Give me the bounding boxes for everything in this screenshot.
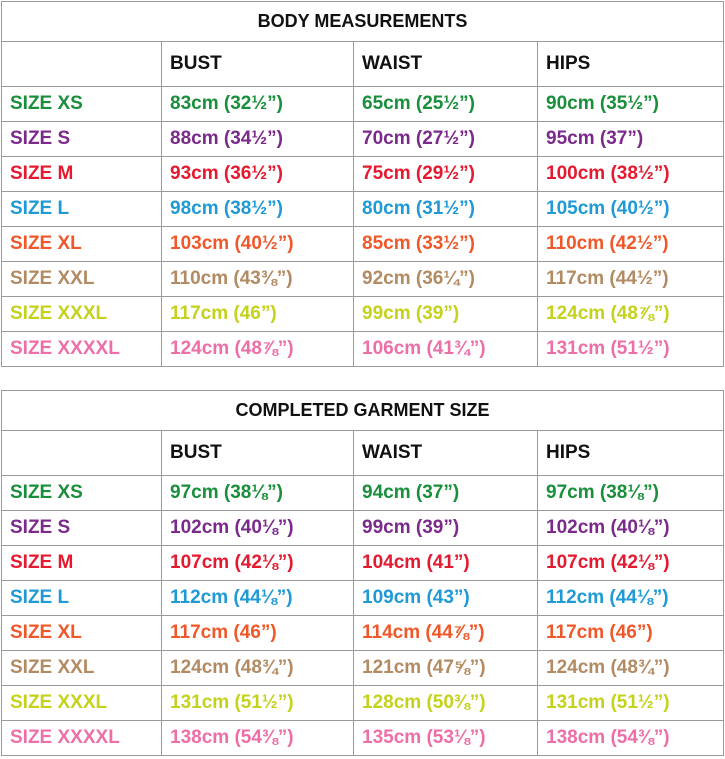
waist-value: 121cm (47⅝”) [354,651,538,686]
hips-value: 90cm (35½”) [538,87,724,122]
header-bust: BUST [162,431,354,476]
waist-value: 128cm (50⅜”) [354,686,538,721]
hips-value: 102cm (40⅛”) [538,511,724,546]
table-row [2,546,724,581]
size-label: SIZE XXXL [2,297,162,332]
table-row [2,476,724,511]
table-row [2,651,724,686]
hips-value: 110cm (42½”) [538,227,724,262]
table-row [2,721,724,756]
header-size [2,431,162,476]
table-row [2,157,724,192]
waist-value: 109cm (43”) [354,581,538,616]
header-hips: HIPS [538,42,724,87]
waist-value: 65cm (25½”) [354,87,538,122]
table-title: BODY MEASUREMENTS [2,2,724,42]
table-row [2,297,724,332]
bust-value: 117cm (46”) [162,297,354,332]
size-label: SIZE S [2,122,162,157]
hips-value: 124cm (48¾”) [538,651,724,686]
waist-value: 75cm (29½”) [354,157,538,192]
bust-value: 97cm (38⅛”) [162,476,354,511]
size-label: SIZE S [2,511,162,546]
hips-value: 107cm (42⅛”) [538,546,724,581]
size-label: SIZE XXXXL [2,332,162,367]
hips-value: 117cm (46”) [538,616,724,651]
size-label: SIZE XXXXL [2,721,162,756]
waist-value: 92cm (36¼”) [354,262,538,297]
body-measurements-table [1,1,724,367]
size-label: SIZE L [2,192,162,227]
waist-value: 135cm (53⅛”) [354,721,538,756]
table-row [2,122,724,157]
waist-value: 99cm (39”) [354,297,538,332]
header-size [2,42,162,87]
header-waist: WAIST [354,431,538,476]
header-hips: HIPS [538,431,724,476]
bust-value: 93cm (36½”) [162,157,354,192]
hips-value: 124cm (48⅞”) [538,297,724,332]
bust-value: 124cm (48⅞”) [162,332,354,367]
hips-value: 97cm (38⅛”) [538,476,724,511]
waist-value: 85cm (33½”) [354,227,538,262]
size-label: SIZE XS [2,476,162,511]
header-waist: WAIST [354,42,538,87]
size-label: SIZE M [2,546,162,581]
table-row [2,87,724,122]
size-label: SIZE M [2,157,162,192]
size-label: SIZE XXL [2,262,162,297]
hips-value: 131cm (51½”) [538,332,724,367]
size-label: SIZE XS [2,87,162,122]
waist-value: 114cm (44⅞”) [354,616,538,651]
bust-value: 138cm (54⅜”) [162,721,354,756]
bust-value: 102cm (40⅛”) [162,511,354,546]
waist-value: 99cm (39”) [354,511,538,546]
bust-value: 88cm (34½”) [162,122,354,157]
bust-value: 83cm (32½”) [162,87,354,122]
size-label: SIZE XL [2,616,162,651]
size-label: SIZE XXL [2,651,162,686]
size-label: SIZE XXXL [2,686,162,721]
hips-value: 112cm (44⅛”) [538,581,724,616]
waist-value: 106cm (41¾”) [354,332,538,367]
hips-value: 138cm (54⅜”) [538,721,724,756]
bust-value: 98cm (38½”) [162,192,354,227]
hips-value: 100cm (38½”) [538,157,724,192]
bust-value: 107cm (42⅛”) [162,546,354,581]
table-row [2,686,724,721]
size-label: SIZE L [2,581,162,616]
bust-value: 131cm (51½”) [162,686,354,721]
header-bust: BUST [162,42,354,87]
table-row [2,511,724,546]
waist-value: 70cm (27½”) [354,122,538,157]
table-row [2,581,724,616]
hips-value: 105cm (40½”) [538,192,724,227]
waist-value: 104cm (41”) [354,546,538,581]
bust-value: 103cm (40½”) [162,227,354,262]
completed-garment-table [1,390,724,756]
waist-value: 94cm (37”) [354,476,538,511]
waist-value: 80cm (31½”) [354,192,538,227]
table-row [2,192,724,227]
table-title: COMPLETED GARMENT SIZE [2,391,724,431]
bust-value: 124cm (48¾”) [162,651,354,686]
bust-value: 117cm (46”) [162,616,354,651]
table-row [2,616,724,651]
hips-value: 131cm (51½”) [538,686,724,721]
hips-value: 95cm (37”) [538,122,724,157]
bust-value: 110cm (43⅜”) [162,262,354,297]
hips-value: 117cm (44½”) [538,262,724,297]
table-row [2,227,724,262]
bust-value: 112cm (44⅛”) [162,581,354,616]
size-label: SIZE XL [2,227,162,262]
table-row [2,262,724,297]
table-row [2,332,724,367]
